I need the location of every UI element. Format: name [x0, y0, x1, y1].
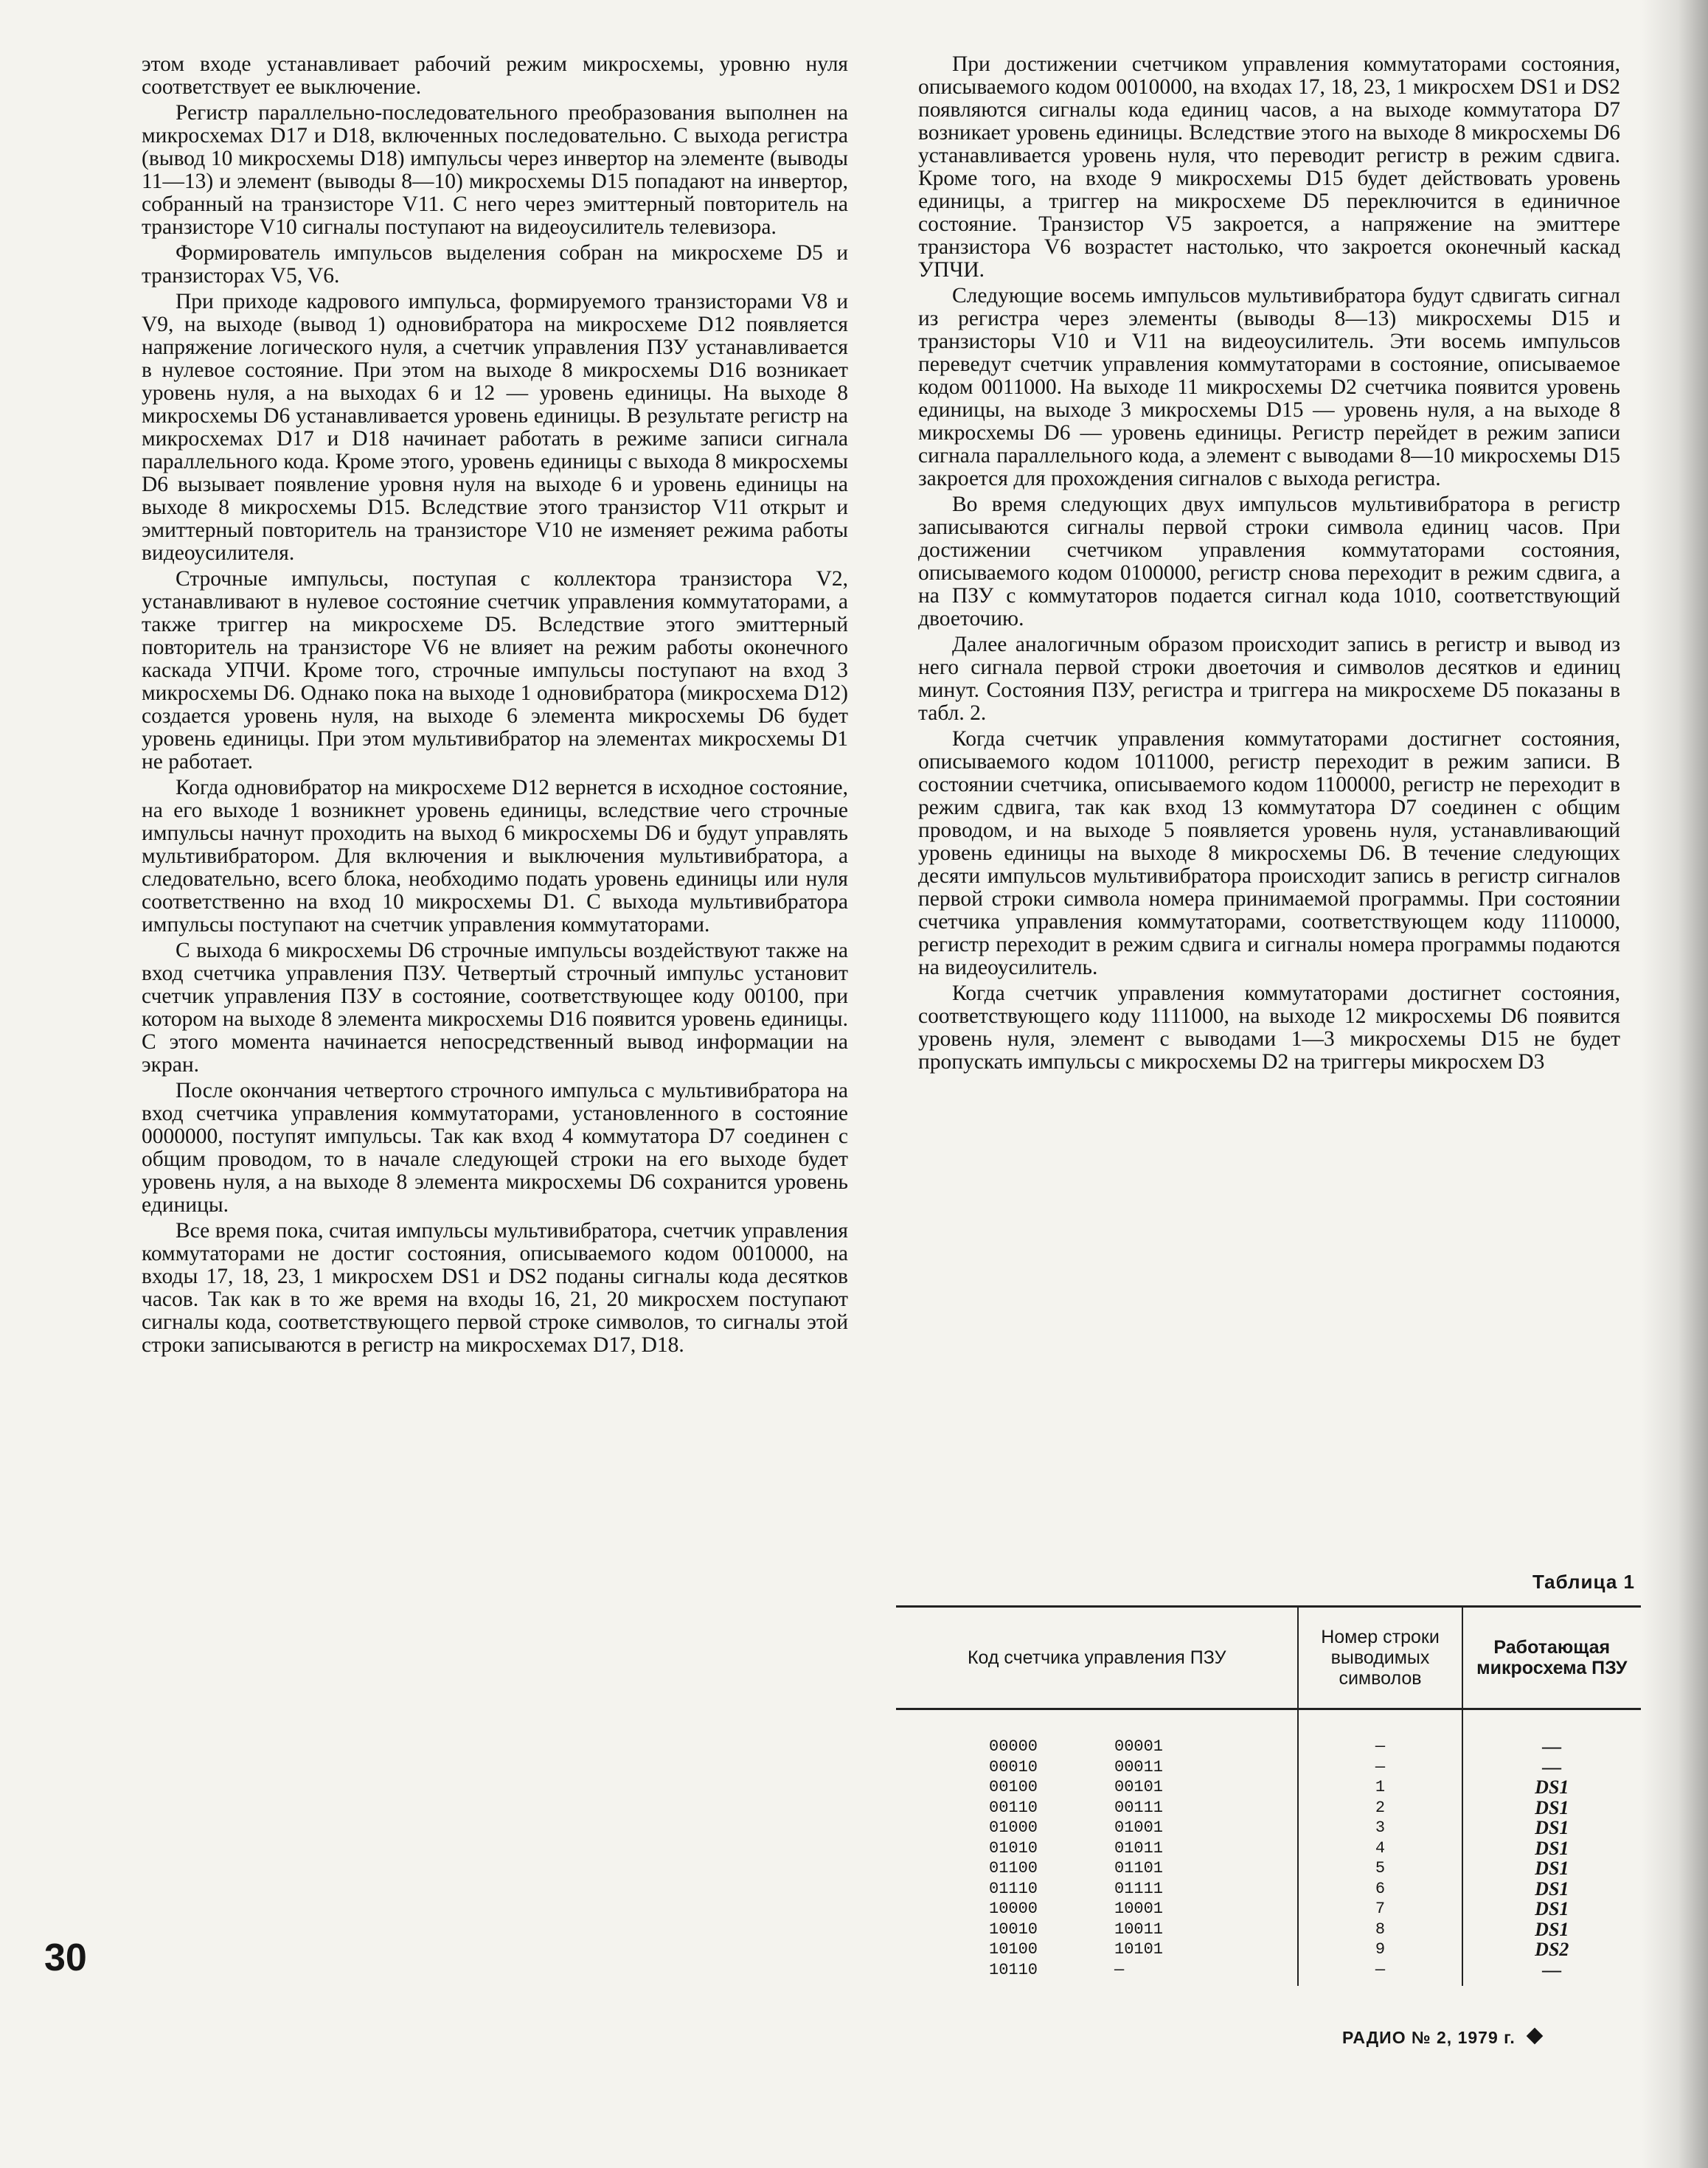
header-counter-code: Код счетчика управления ПЗУ	[896, 1607, 1298, 1709]
table-row	[896, 1919, 1641, 1940]
code-odd: 00101	[1114, 1778, 1164, 1796]
counter-code-cell	[896, 1838, 1298, 1859]
code-odd: 01101	[1114, 1859, 1164, 1877]
counter-code-cell	[896, 1899, 1298, 1919]
code-even: 00010	[989, 1757, 1038, 1776]
counter-code-cell	[896, 1919, 1298, 1940]
rom-chip-cell: DS1	[1462, 1818, 1641, 1838]
line-number-cell: —	[1298, 1757, 1462, 1778]
rom-chip-cell: DS1	[1462, 1858, 1641, 1879]
table-row	[896, 1777, 1641, 1798]
rom-chip-cell: DS1	[1462, 1919, 1641, 1940]
paragraph: Когда счетчик управления коммутаторами достигнет состояния, соответствующего коду 1111000, на выходе 12 микросхемы D6 появится уровень нуля, элемент с выводами 1—3 микросхемы D15 не будет пропускать импульсы с микросхемы D2 на триггеры микросхем D3	[918, 981, 1620, 1074]
paragraph: После окончания четвертого строчного импульса с мультивибратора на вход счетчика управления коммутаторами, установленного в состояние 0000000, поступят импульсы. Так как вход 4 коммутатора D7 соединен с общим проводом, то в начале следующей строки на его выходе будет уровень нуля, а на выходе 8 элемента микросхемы D6 сохранится уровень единицы.	[142, 1079, 848, 1217]
code-odd: 00001	[1114, 1737, 1164, 1756]
code-even: 10000	[989, 1900, 1038, 1918]
table-row	[896, 1757, 1641, 1778]
code-odd: 10101	[1114, 1940, 1164, 1959]
code-even: 10100	[989, 1940, 1038, 1959]
paragraph: этом входе устанавливает рабочий режим микросхемы, уровню нуля соответствует ее выключение.	[142, 52, 848, 99]
code-even: 01000	[989, 1818, 1038, 1837]
counter-code-cell	[896, 1777, 1298, 1798]
counter-code-cell	[896, 1757, 1298, 1778]
right-text-column	[918, 53, 1620, 1077]
table-row	[896, 1960, 1641, 1987]
table-header-row	[896, 1607, 1641, 1709]
table-row	[896, 1798, 1641, 1818]
page-edge-shadow	[1642, 0, 1708, 2168]
table-title: Таблица 1	[1532, 1571, 1635, 1593]
code-odd: 00111	[1114, 1798, 1164, 1817]
rom-chip-cell: DS1	[1462, 1899, 1641, 1919]
code-even: 10010	[989, 1919, 1038, 1939]
line-number-cell: 9	[1298, 1939, 1462, 1960]
rom-chip-cell: —	[1462, 1709, 1641, 1757]
code-even: 01010	[989, 1838, 1038, 1858]
line-number-cell: 7	[1298, 1899, 1462, 1919]
code-even: 10110	[989, 1960, 1038, 1979]
counter-code-cell	[896, 1960, 1298, 1987]
left-text-column	[142, 53, 848, 1360]
code-odd: 01011	[1114, 1838, 1164, 1858]
paragraph: При приходе кадрового импульса, формируемого транзисторами V8 и V9, на выходе (вывод 1) одновибратора на микросхеме D12 появляется напряжение логического нуля, а счетчик управления ПЗУ устанавливается в нулевое состояние. При этом на выходе 8 микросхемы D16 возникает уровень нуля, а на выходах 6 и 12 — уровень единицы. На выходе 8 микросхемы D6 устанавливается уровень единицы. В результате регистр на микросхемах D17 и D18 начинает работать в режиме записи сигнала параллельного кода. Кроме этого, уровень единицы с выхода 8 микросхемы D6 вызывает появление уровня нуля на выходе 6 и уровень единицы на выходе 8 микросхемы D15. Вследствие этого транзистор V11 открыт и эмиттерный повторитель на транзисторе V10 не изменяет режима работы видеоусилителя.	[142, 290, 848, 565]
rom-chip-cell: DS2	[1462, 1939, 1641, 1960]
counter-code-cell	[896, 1858, 1298, 1879]
rom-counter-table	[896, 1605, 1641, 1986]
line-number-cell: 1	[1298, 1777, 1462, 1798]
diamond-icon	[1526, 2028, 1543, 2045]
counter-code-cell	[896, 1798, 1298, 1818]
table-row	[896, 1858, 1641, 1879]
table-body	[896, 1709, 1641, 1987]
code-even: 00110	[989, 1798, 1038, 1817]
rom-chip-cell: DS1	[1462, 1838, 1641, 1859]
code-even: 01100	[989, 1859, 1038, 1877]
code-odd: 01111	[1114, 1879, 1164, 1898]
table-row	[896, 1818, 1641, 1838]
line-number-cell: —	[1298, 1960, 1462, 1987]
counter-code-cell	[896, 1709, 1298, 1757]
line-number-cell: 8	[1298, 1919, 1462, 1940]
code-even: 00100	[989, 1778, 1038, 1796]
line-number-cell: 4	[1298, 1838, 1462, 1859]
code-odd: 01001	[1114, 1818, 1164, 1837]
paragraph: Когда одновибратор на микросхеме D12 вернется в исходное состояние, на его выходе 1 возникнет уровень единицы, вследствие чего строчные импульсы начнут проходить на выход 6 микросхемы D6 и будут управлять мультивибратором. Для включения и выключения мультивибратора, а следовательно, всего блока, необходимо подать уровень единицы или нуля соответственно на вход 10 микросхемы D1. С выхода мультивибратора импульсы поступают на счетчик управления коммутаторами.	[142, 776, 848, 937]
code-even: 01110	[989, 1879, 1038, 1898]
table-row	[896, 1838, 1641, 1859]
code-odd: 10011	[1114, 1919, 1164, 1939]
table-1	[896, 1571, 1641, 1986]
counter-code-cell	[896, 1879, 1298, 1900]
code-odd: 00011	[1114, 1757, 1164, 1776]
line-number-cell: 5	[1298, 1858, 1462, 1879]
rom-chip-cell: DS1	[1462, 1798, 1641, 1818]
code-even: 00000	[989, 1737, 1038, 1756]
paragraph: С выхода 6 микросхемы D6 строчные импульсы воздействуют также на вход счетчика управления ПЗУ. Четвертый строчный импульс установит счетчик управления ПЗУ в состояние, соответствующее коду 00100, при котором на выходе 8 элемента микросхемы D16 появится уровень единицы. С этого момента начинается непосредственный вывод информации на экран.	[142, 939, 848, 1077]
footer	[1342, 2028, 1541, 2048]
line-number-cell: 2	[1298, 1798, 1462, 1818]
table-row	[896, 1899, 1641, 1919]
paragraph: Строчные импульсы, поступая с коллектора транзистора V2, устанавливают в нулевое состояние счетчик управления коммутаторами, а также триггер на микросхеме D5. Вследствие этого эмиттерный повторитель на транзисторе V6 не влияет на режим работы оконечного каскада УПЧИ. Кроме того, строчные импульсы поступают на вход 3 микросхемы D6. Однако пока на выходе 1 одновибратора (микросхема D12) создается уровень нуля, на выходе 6 элемента микросхемы D6 будет уровень единицы. При этом мультивибратор на элементах микросхемы D1 не работает.	[142, 567, 848, 774]
rom-chip-cell: —	[1462, 1757, 1641, 1778]
paragraph: Следующие восемь импульсов мультивибратора будут сдвигать сигнал из регистра через элементы (выводы 8—13) микросхемы D15 и транзисторы V10 и V11 на видеоусилитель. Эти восемь импульсов переведут счетчик управления коммутаторами в состояние, описываемое кодом 0011000. На выходе 11 микросхемы D2 счетчика появится уровень единицы, на выходе 3 микросхемы D15 — уровень нуля, а на выходе 8 микросхемы D6 — уровень единицы. Регистр перейдет в режим записи сигнала параллельного кода, а элемент с выводами 8—10 микросхемы D15 закроется для прохождения сигналов с выхода регистра.	[918, 284, 1620, 490]
paragraph: Когда счетчик управления коммутаторами достигнет состояния, описываемого кодом 1011000, регистр переходит в режим записи. В состоянии счетчика, описываемого кодом 1100000, регистр не переходит в режим сдвига, так как вход 13 коммутатора D7 соединен с общим проводом, и на выходе 5 появляется уровень нуля, устанавливающий уровень единицы на выходе 8 микросхемы D6. В течение следующих десяти импульсов мультивибратора происходит запись в регистр сигналов первой строки символа номера принимаемой программы. При состоянии счетчика управления коммутаторами, соответствующем коду 1110000, регистр переходит в режим сдвига и сигналы номера программы подаются на видеоусилитель.	[918, 727, 1620, 979]
footer-text: РАДИО № 2, 1979 г.	[1342, 2028, 1516, 2047]
header-rom-chip: Работающая микросхема ПЗУ	[1462, 1607, 1641, 1709]
counter-code-cell	[896, 1939, 1298, 1960]
paragraph: При достижении счетчиком управления коммутаторами состояния, описываемого кодом 0010000, на входах 17, 18, 23, 1 микросхем DS1 и DS2 появляются сигналы кода единиц часов, а на выходе коммутатора D7 возникает уровень единицы. Вследствие этого на выходе 8 микросхемы D6 устанавливается уровень нуля, что переводит регистр в режим сдвига. Кроме того, на входе 9 микросхемы D15 будет действовать уровень единицы, а триггер на микросхеме D5 переключится в единичное состояние. Транзистор V5 закроется, а напряжение на эмиттере транзистора V6 возрастет настолько, что закроется оконечный каскад УПЧИ.	[918, 52, 1620, 282]
paragraph: Далее аналогичным образом происходит запись в регистр и вывод из него сигнала первой строки двоеточия и символов десятков и единиц минут. Состояния ПЗУ, регистра и триггера на микросхеме D5 показаны в табл. 2.	[918, 633, 1620, 725]
page-number: 30	[44, 1936, 87, 1979]
rom-chip-cell: DS1	[1462, 1777, 1641, 1798]
rom-chip-cell: DS1	[1462, 1879, 1641, 1900]
line-number-cell: 3	[1298, 1818, 1462, 1838]
paragraph: Во время следующих двух импульсов мультивибратора в регистр записываются сигналы первой строки символа единиц часов. При достижении счетчиком управления коммутаторами состояния, описываемого кодом 0100000, регистр снова переходит в режим сдвига, а на ПЗУ с коммутаторов подается сигнал кода 1010, соответствующий двоеточию.	[918, 493, 1620, 630]
line-number-cell: —	[1298, 1709, 1462, 1757]
table-row	[896, 1879, 1641, 1900]
counter-code-cell	[896, 1818, 1298, 1838]
paragraph: Формирователь импульсов выделения собран на микросхеме D5 и транзисторах V5, V6.	[142, 241, 848, 288]
rom-chip-cell: —	[1462, 1960, 1641, 1987]
paragraph: Все время пока, считая импульсы мультивибратора, счетчик управления коммутаторами не достиг состояния, описываемого кодом 0010000, на входы 17, 18, 23, 1 микросхем DS1 и DS2 поданы сигналы кода десятков часов. Так как в то же время на входы 16, 21, 20 микросхем поступают сигналы кода, соответствующего первой строке символов, то сигналы этой строки записываются в регистр на микросхемах D17, D18.	[142, 1219, 848, 1357]
paragraph: Регистр параллельно-последовательного преобразования выполнен на микросхемах D17 и D18, включенных последовательно. С выхода регистра (вывод 10 микросхемы D18) импульсы через инвертор на элементе (выводы 11—13) и элемент (выводы 8—10) микросхемы D15 попадают на инвертор, собранный на транзисторе V11. С него через эмиттерный повторитель на транзисторе V10 сигналы поступают на видеоусилитель телевизора.	[142, 101, 848, 239]
code-odd: 10001	[1114, 1900, 1164, 1918]
table-row	[896, 1939, 1641, 1960]
line-number-cell: 6	[1298, 1879, 1462, 1900]
table-row	[896, 1709, 1641, 1757]
header-line-number: Номер строки выводимых символов	[1298, 1607, 1462, 1709]
code-odd: —	[1114, 1960, 1125, 1979]
